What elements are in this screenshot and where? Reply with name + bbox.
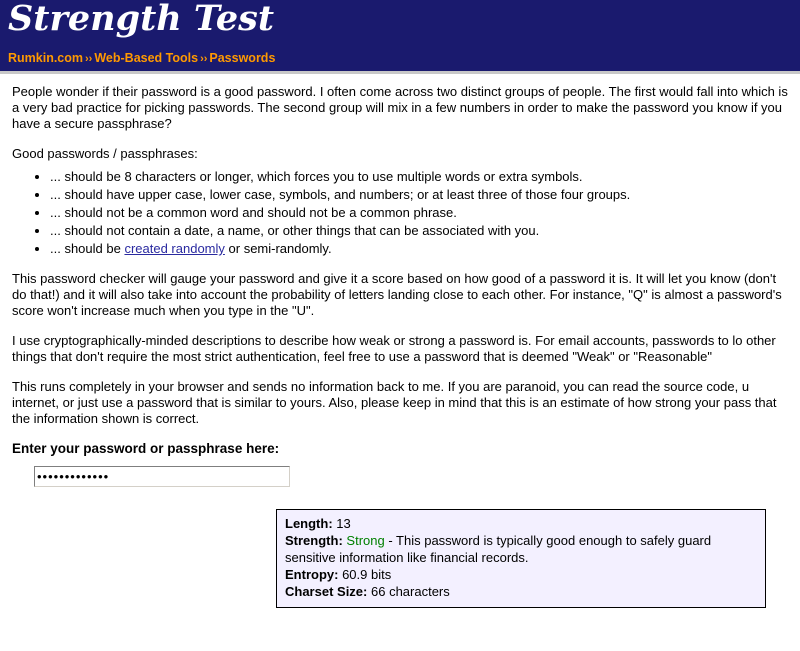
results-container bbox=[12, 509, 788, 608]
list-item: • ... should have upper case, lower case, symbols, and numbers; or at least three of those four groups. bbox=[50, 186, 788, 203]
result-strength-label: Strength: bbox=[285, 533, 343, 548]
breadcrumb-item-web-based-tools[interactable]: Web-Based Tools bbox=[94, 51, 199, 65]
password-input[interactable] bbox=[34, 466, 290, 487]
result-strength-value: Strong bbox=[346, 533, 385, 548]
breadcrumb bbox=[0, 45, 800, 74]
result-entropy bbox=[285, 566, 757, 583]
page-title: Strength Test bbox=[8, 0, 275, 39]
list-item-suffix: or semi-randomly. bbox=[224, 241, 332, 256]
result-strength-description: - This password is typically good enough to safely guard sensitive information like financial records. bbox=[285, 533, 712, 565]
password-checker-paragraph: This password checker will gauge your password and give it a score based on how good of a password it is. It will let you know (don't do that!) and it will also take into account the probability of letters landing close to each other. For instance, "Q" is almost a password's score won't increase much when you type in the "U". bbox=[12, 271, 782, 318]
crypto-descriptions-paragraph: I use cryptographically-minded descriptions to describe how weak or strong a password is. For email accounts, passwords to lo other things that don't require the most strict authentication, feel free to use a password that is deemed "Weak" or "Reasonable" bbox=[12, 333, 776, 364]
list-item-created-randomly bbox=[50, 240, 788, 257]
good-passwords-heading: Good passwords / passphrases: bbox=[12, 146, 198, 161]
created-randomly-link[interactable]: created randomly bbox=[124, 241, 225, 256]
results-panel bbox=[276, 509, 766, 608]
site-header bbox=[0, 0, 800, 45]
breadcrumb-item-passwords[interactable]: Passwords bbox=[209, 51, 276, 65]
list-item-prefix: ... should be bbox=[50, 241, 125, 256]
good-passwords-list bbox=[12, 168, 788, 257]
main-content bbox=[0, 74, 800, 608]
result-strength bbox=[285, 532, 757, 566]
password-input-label: Enter your password or passphrase here: bbox=[12, 441, 280, 456]
browser-privacy-paragraph: This runs completely in your browser and sends no information back to me. If you are paranoid, you can read the source code, u internet, or just use a password that is similar to yours. Also, please keep in mind that this is an estimate of how strong your pass that the information shown is correct. bbox=[12, 379, 777, 426]
result-charset bbox=[285, 583, 757, 600]
result-entropy-label: Entropy: bbox=[285, 567, 339, 582]
list-item: • ... should not contain a date, a name, or other things that can be associated with you. bbox=[50, 222, 788, 239]
intro-paragraph: People wonder if their password is a good password. I often come across two distinct groups of people. The first would fall into which is a very bad practice for picking passwords. The second group will mix in a few numbers in order to make the password you know if you have a secure passphrase? bbox=[12, 84, 788, 131]
result-charset-value: 66 characters bbox=[371, 584, 450, 599]
list-item: • ... should not be a common word and should not be a common phrase. bbox=[50, 204, 788, 221]
result-charset-label: Charset Size: bbox=[285, 584, 368, 599]
breadcrumb-separator-2: ›› bbox=[200, 53, 208, 65]
password-input-row bbox=[34, 466, 788, 487]
breadcrumb-separator-1: ›› bbox=[85, 53, 93, 65]
result-length-label: Length: bbox=[285, 516, 333, 531]
result-length-value: 13 bbox=[336, 516, 351, 531]
result-entropy-value: 60.9 bits bbox=[342, 567, 392, 582]
result-length bbox=[285, 515, 757, 532]
list-item: • ... should be 8 characters or longer, which forces you to use multiple words or extra symbols. bbox=[50, 168, 788, 185]
breadcrumb-item-rumkin[interactable]: Rumkin.com bbox=[8, 51, 84, 65]
